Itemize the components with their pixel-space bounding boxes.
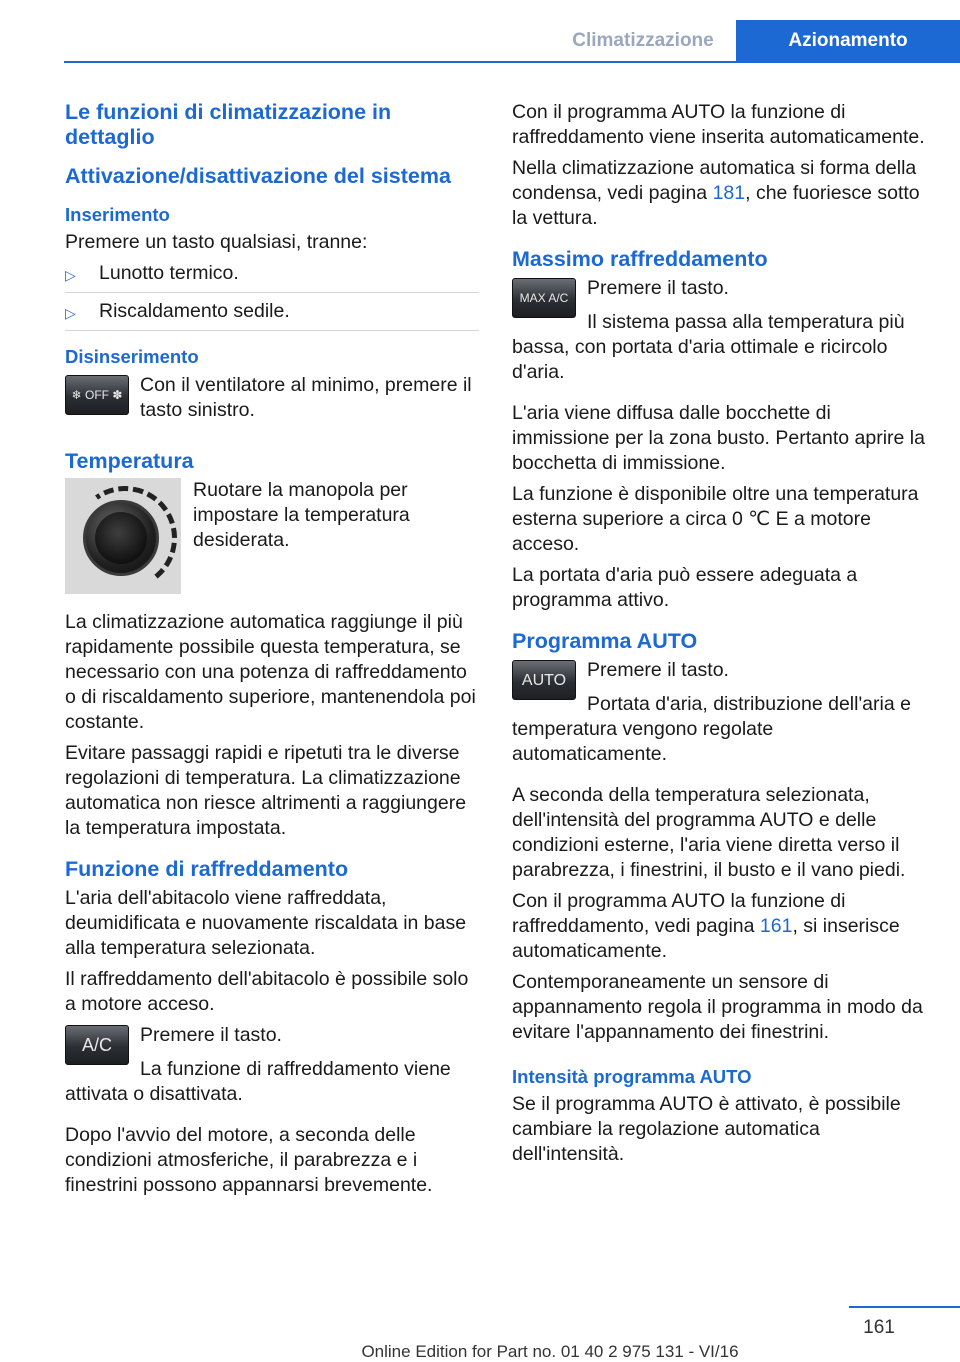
temperature-knob-image bbox=[65, 478, 181, 594]
heading-auto-intensity: Intensità programma AUTO bbox=[512, 1066, 752, 1087]
list-item: ▷ Riscaldamento sedile. bbox=[65, 299, 479, 331]
max-text-1: Premere il tasto. bbox=[587, 277, 729, 299]
heading-cooling: Funzione di raffreddamento bbox=[65, 857, 349, 881]
cool-paragraph-2: Il raffreddamento dell'abitacolo è possibile solo a motore acceso. bbox=[65, 968, 469, 1015]
max-text-2: Il sistema passa alla temperatura più bassa, con portata d'aria ottimale e ricircolo d'aria. bbox=[512, 311, 905, 383]
auto-cool-paragraph: Con il programma AUTO la funzione di raffreddamento viene inserita automaticamente. bbox=[512, 101, 925, 148]
off-text: Con il ventilatore al minimo, premere il tasto sinistro. bbox=[140, 374, 472, 421]
header-section: Climatizzazione bbox=[572, 30, 714, 51]
fog-paragraph: Dopo l'avvio del motore, a seconda delle condizioni atmosferiche, il parabrezza e i finestrini possono appannarsi brevemente. bbox=[65, 1124, 433, 1196]
cool-paragraph-1: L'aria dell'abitacolo viene raffreddata, deumidificata e nuovamente riscaldata in base alla temperatura selezionata. bbox=[65, 887, 467, 959]
auto-paragraph-2: Con il programma AUTO la funzione di raffreddamento, vedi pagina 161, si inserisce automaticamente. bbox=[512, 890, 900, 962]
heading-on: Inserimento bbox=[65, 204, 170, 225]
auto-button-image: AUTO bbox=[512, 660, 576, 700]
footer-rule bbox=[849, 1306, 960, 1308]
auto-text-1: Premere il tasto. bbox=[587, 659, 729, 681]
heading-auto: Programma AUTO bbox=[512, 629, 698, 653]
heading-max-cooling: Massimo raffreddamento bbox=[512, 247, 768, 271]
fan-off-button-image: ❄ OFF ✽ bbox=[65, 375, 129, 415]
page-link-181[interactable]: 181 bbox=[712, 182, 746, 204]
exception-list bbox=[65, 261, 479, 331]
heading-temperature: Temperatura bbox=[65, 449, 194, 473]
on-text: Premere un tasto qualsiasi, tranne: bbox=[65, 231, 368, 253]
max-paragraph-1: L'aria viene diffusa dalle bocchette di immissione per la zona busto. Pertanto aprire la bocchetta di immissione. bbox=[512, 402, 925, 474]
heading-off: Disinserimento bbox=[65, 346, 199, 367]
right-column bbox=[512, 100, 930, 1173]
auto-paragraph-3: Contemporaneamente un sensore di appannamento regola il programma in modo da evitare l'appannamento dei finestrini. bbox=[512, 971, 923, 1043]
off-figure bbox=[65, 373, 479, 423]
auto-paragraph-1: A seconda della temperatura selezionata, dell'intensità del programma AUTO e delle condizioni esterne, l'aria viene diretta verso il parabrezza, i finestrini, il busto e il vano piedi. bbox=[512, 784, 906, 881]
left-column bbox=[65, 100, 479, 1204]
page-link-161[interactable]: 161 bbox=[759, 915, 793, 937]
edition-note: Online Edition for Part no. 01 40 2 975 131 - VI/16 bbox=[361, 1342, 739, 1361]
header-chapter-tab: Azionamento bbox=[736, 20, 960, 61]
triangle-bullet-icon: ▷ bbox=[65, 267, 76, 283]
max-paragraph-2: La funzione è disponibile oltre una temperatura esterna superiore a circa 0 ℃ E a motore acceso. bbox=[512, 483, 919, 555]
header-rule bbox=[64, 61, 960, 63]
heading-system: Attivazione/disattivazione del sistema bbox=[65, 164, 451, 188]
page-number: 161 bbox=[863, 1317, 895, 1338]
ac-text-1: Premere il tasto. bbox=[140, 1024, 282, 1046]
max-ac-button-image: MAX A/C bbox=[512, 278, 576, 318]
temp-figure bbox=[65, 478, 479, 594]
temp-paragraph-1: La climatizzazione automatica raggiunge il più rapidamente possibile questa temperatura, se necessario con una potenza di raffreddamento o di riscaldamento superiore, mantenendola poi costante. bbox=[65, 611, 476, 733]
intensity-paragraph: Se il programma AUTO è attivato, è possibile cambiare la regolazione automatica dell'intensità. bbox=[512, 1093, 901, 1165]
temp-paragraph-2: Evitare passaggi rapidi e ripetuti tra le diverse regolazioni di temperatura. La climatizzazione automatica non riesce altrimenti a raggiungere la temperatura impostata. bbox=[65, 742, 467, 839]
max-paragraph-3: La portata d'aria può essere adeguata a programma attivo. bbox=[512, 564, 858, 611]
ac-button-image: A/C bbox=[65, 1025, 129, 1065]
temp-text: Ruotare la manopola per impostare la temperatura desiderata. bbox=[193, 479, 410, 551]
section-title: Le funzioni di climatizzazione in dettaglio bbox=[65, 100, 392, 149]
ac-text-2: La funzione di raffreddamento viene attivata o disattivata. bbox=[65, 1058, 451, 1105]
auto-text-2: Portata d'aria, distribuzione dell'aria e temperatura vengono regolate automaticamente. bbox=[512, 693, 911, 765]
condensation-paragraph: Nella climatizzazione automatica si forma della condensa, vedi pagina 181, che fuoriesce sotto la vettura. bbox=[512, 157, 920, 229]
triangle-bullet-icon: ▷ bbox=[65, 305, 76, 321]
list-item: ▷ Lunotto termico. bbox=[65, 261, 479, 293]
